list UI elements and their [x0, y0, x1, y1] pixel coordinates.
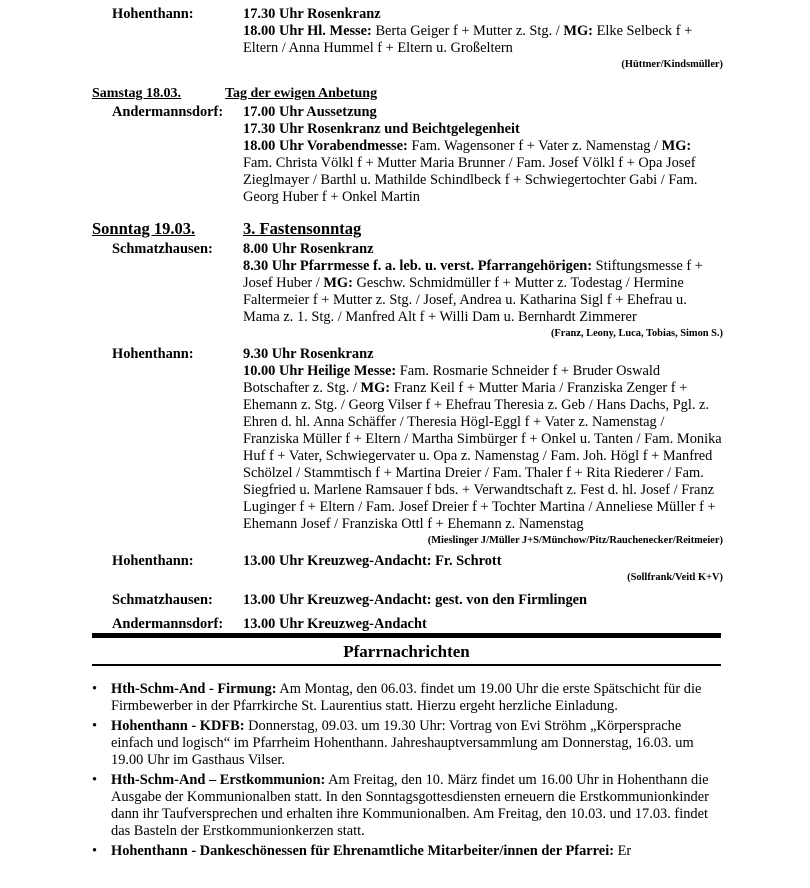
- day-title: 3. Fastensonntag: [243, 219, 362, 238]
- location-label: Hohenthann:: [112, 346, 194, 362]
- news-list: [92, 681, 722, 860]
- section-divider-thin: [92, 664, 721, 666]
- service-line: 9.30 Uhr Rosenkranz: [243, 346, 374, 362]
- location-label: Hohenthann:: [112, 6, 194, 22]
- mass-entry: [243, 138, 723, 206]
- location-label: Hohenthann:: [112, 553, 194, 569]
- service-line: 8.00 Uhr Rosenkranz: [243, 241, 374, 257]
- mass-intentions: Berta Geiger f + Mutter z. Stg. /: [371, 23, 564, 39]
- mass-intentions: Elke Selbeck f + Eltern / Anna Hummel f + Eltern u. Großeltern: [243, 23, 693, 56]
- ministrant-credit: (Mieslinger J/Müller J+S/Münchow/Pitz/Rauchenecker/Reitmeier): [427, 535, 723, 546]
- location-label: Schmatzhausen:: [112, 241, 213, 257]
- mass-intentions: Fam. Wagensoner f + Vater z. Namenstag /: [407, 138, 662, 154]
- news-item: [92, 718, 722, 769]
- mass-time: 18.00 Uhr Vorabendmesse:: [243, 138, 408, 154]
- section-heading: Pfarrnachrichten: [343, 642, 470, 661]
- bullet-icon: •: [92, 772, 98, 788]
- day-date: Samstag 18.03.: [92, 86, 182, 101]
- service-line: 17.30 Uhr Rosenkranz: [243, 6, 381, 22]
- service-line: 17.00 Uhr Aussetzung: [243, 104, 377, 120]
- bullet-icon: •: [92, 718, 98, 734]
- news-title: Hohenthann - KDFB:: [111, 718, 245, 734]
- news-title: Hth-Schm-And - Firmung:: [111, 681, 277, 697]
- ministrant-credit: (Franz, Leony, Luca, Tobias, Simon S.): [550, 328, 723, 339]
- service-entry: [243, 346, 723, 548]
- service-line: 17.30 Uhr Rosenkranz und Beichtgelegenheit: [243, 121, 520, 137]
- service-line: 13.00 Uhr Kreuzweg-Andacht: [243, 616, 427, 632]
- service-entry: [243, 553, 723, 585]
- news-title: Hth-Schm-And – Erstkommunion:: [111, 772, 326, 788]
- day-heading: [92, 85, 181, 102]
- mass-time: 18.00 Uhr Hl. Messe:: [243, 23, 372, 39]
- news-item: [92, 843, 722, 860]
- ministrant-credit: (Sollfrank/Veitl K+V): [627, 572, 723, 583]
- news-item: [92, 681, 722, 715]
- news-text: Donnerstag, 09.03. um 19.30 Uhr: Vortrag von Evi Ströhm „Körpersprache einfach und logisch“ im Pfarrheim Hohenthann. Jahreshauptversammlung am Donnerstag, 16.03. um 19.00 Uhr im Gasthaus Vilser.: [111, 718, 694, 768]
- mass-time: 8.30 Uhr Pfarrmesse f. a. leb. u. verst. Pfarrangehörigen:: [243, 258, 593, 274]
- mg-label: MG:: [323, 275, 353, 291]
- day-heading: [92, 220, 195, 237]
- news-text: Er: [614, 843, 632, 859]
- location-label: Andermannsdorf:: [112, 616, 224, 632]
- news-title: Hohenthann - Dankeschönessen für Ehrenamtliche Mitarbeiter/innen der Pfarrei:: [111, 843, 614, 859]
- mg-label: MG:: [661, 138, 692, 154]
- mass-entry: [243, 363, 723, 533]
- day-title: Tag der ewigen Anbetung: [225, 86, 378, 101]
- news-item: [92, 772, 722, 840]
- mass-time: 10.00 Uhr Heilige Messe:: [243, 363, 397, 379]
- bullet-icon: •: [92, 681, 98, 697]
- section-divider-thick: [92, 633, 721, 638]
- service-entry: [243, 241, 723, 341]
- mass-intentions: Stiftungsmesse f + Josef Huber /: [243, 258, 703, 291]
- day-date: Sonntag 19.03.: [92, 219, 196, 238]
- service-entry: [243, 616, 723, 633]
- location-label: Schmatzhausen:: [112, 592, 213, 608]
- service-line: 13.00 Uhr Kreuzweg-Andacht: gest. von den Firmlingen: [243, 592, 588, 608]
- service-entry: [243, 6, 723, 72]
- news-text: Am Freitag, den 10. März findet um 16.00 Uhr in Hohenthann die Ausgabe der Kommunionalben statt. In den Sonntagsgottesdiensten erneuern die Erstkommunionkinder dann ihr Taufversprechen und erhalten ihre Kommunionalben. Am Freitag, den 10.03. und 17.03. findet das Basteln der Erstkommunionkerzen statt.: [111, 772, 709, 839]
- mass-entry: [243, 23, 723, 57]
- mass-intentions: Franz Keil f + Mutter Maria / Franziska Zenger f + Ehemann z. Stg. / Georg Vilser f + Ehefrau Theresia z. Geb / Hans Dachs, Pgl. z. Ehren d. hl. Anna Schäffer / Theresia Högl-Eggl f + Vater z. Namenstag / Franziska Müller f + Eltern / Martha Simbürger f + Onkel u. Tanten / Fam. Monika Huf f + Vater, Schwiegervater u. Opa z. Namenstag / Fam. Joh. Högl f + Manfred Schölzel / Stammtisch f + Martina Dreier / Fam. Thaler f + Rita Riederer / Fam. Siegfried u. Marlene Ramsauer f bds. + Verwandtschaft z. Fest d. hl. Josef / Franz Luginger f + Eltern / Fam. Josef Dreier f + Tochter Martina / Anneliese Müller f + Ehemann Josef / Franziska Ottl f + Ehemann z. Namenstag: [243, 380, 722, 532]
- service-line: 13.00 Uhr Kreuzweg-Andacht: Fr. Schrott: [243, 553, 502, 569]
- location-label: Andermannsdorf:: [112, 104, 224, 120]
- news-text: Am Montag, den 06.03. findet um 19.00 Uhr die erste Spätschicht für die Firmbewerber in der Pfarrkirche St. Laurentius statt. Hierzu ergeht herzliche Einladung.: [111, 681, 702, 714]
- bullet-icon: •: [92, 843, 98, 859]
- service-entry: [243, 104, 723, 206]
- mass-intentions: Fam. Rosmarie Schneider f + Bruder Oswald Botschafter z. Stg. /: [243, 363, 661, 396]
- mass-intentions: Geschw. Schmidmüller f + Mutter z. Todestag / Hermine Faltermeier f + Mutter z. Stg. / Josef, Andrea u. Katharina Sigl f + Ehefrau u. Mama z. 1. Stg. / Manfred Alt f + Willi Dam u. Bernhardt Zimmerer: [243, 275, 687, 325]
- mg-label: MG:: [360, 380, 391, 396]
- mg-label: MG:: [563, 23, 593, 39]
- mass-entry: [243, 258, 723, 326]
- mass-intentions: Fam. Christa Völkl f + Mutter Maria Brunner / Fam. Josef Völkl f + Opa Josef Zieglmayer / Barthl u. Mathilde Schindlbeck f + Schwiegertochter Gabi / Fam. Georg Huber f + Onkel Martin: [243, 155, 698, 205]
- ministrant-credit: (Hüttner/Kindsmüller): [621, 59, 723, 70]
- service-entry: [243, 592, 723, 609]
